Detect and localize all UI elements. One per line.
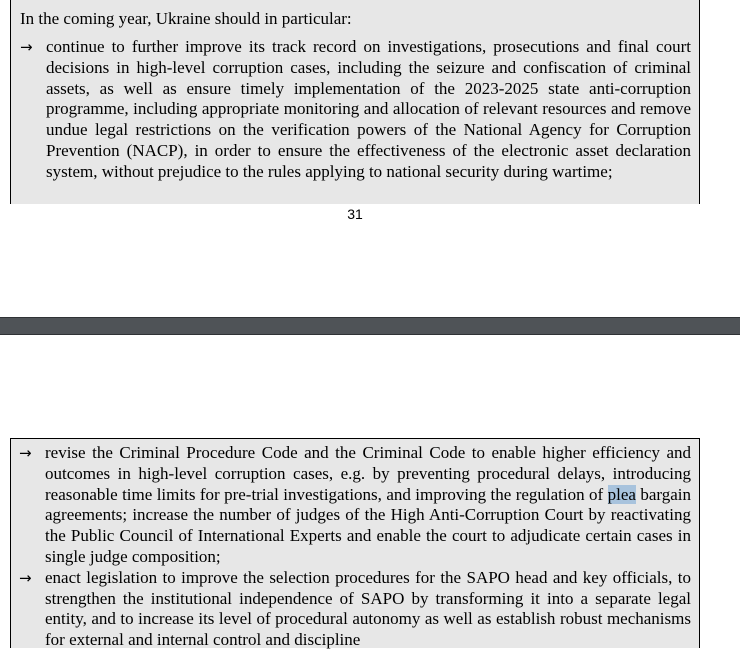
page-number: 31 bbox=[347, 206, 363, 222]
recommendation-box-bottom bbox=[10, 438, 700, 648]
bullet-text-3: enact legislation to improve the selection procedures for the SAPO head and key officials, to strengthen the institutional independence of SAPO by transforming it into a separate legal entity, and to increase its level of procedural autonomy as well as establish robust mechanisms for external and internal control and discipline bbox=[45, 567, 691, 650]
arrow-bullet-icon: → bbox=[20, 38, 33, 56]
arrow-bullet-icon: → bbox=[19, 444, 32, 462]
bullet-item-2 bbox=[19, 443, 691, 568]
bullet-text-2 bbox=[45, 443, 691, 568]
page-separator bbox=[0, 317, 740, 335]
arrow-bullet-icon: → bbox=[19, 568, 32, 587]
bullet-item-1 bbox=[20, 37, 691, 183]
bullet-text-2-start: revise the Criminal Procedure Code and the Criminal Code to enable higher efficiency and outcomes in high-level corruption cases, e.g. by preventing procedural delays, introducing reasonable time limits for pre-trial investigations, and improving the regulation of bbox=[45, 443, 691, 504]
bullet-text-2-end: bargain agreements; increase the number of judges of the High Anti-Corruption Court by reactivating the Public Council of International Experts and enable the court to adjudicate certain cases in single judge composition; bbox=[45, 484, 691, 566]
recommendation-box-top bbox=[10, 0, 700, 204]
highlighted-word[interactable]: plea bbox=[607, 484, 636, 504]
bullet-text-1: continue to further improve its track record on investigations, prosecutions and final court decisions in high-level corruption cases, including the seizure and confiscation of criminal assets, as well as ensure timely implementation of the 2023-2025 state anti-corruption programme, including appropriate monitoring and allocation of relevant resources and remove undue legal restrictions on the verification powers of the National Agency for Corruption Prevention (NACP), in order to ensure the effectiveness of the electronic asset declaration system, without prejudice to the rules applying to national security during wartime; bbox=[46, 37, 691, 181]
intro-text: In the coming year, Ukraine should in particular: bbox=[20, 9, 352, 28]
bullet-item-3 bbox=[19, 568, 691, 651]
